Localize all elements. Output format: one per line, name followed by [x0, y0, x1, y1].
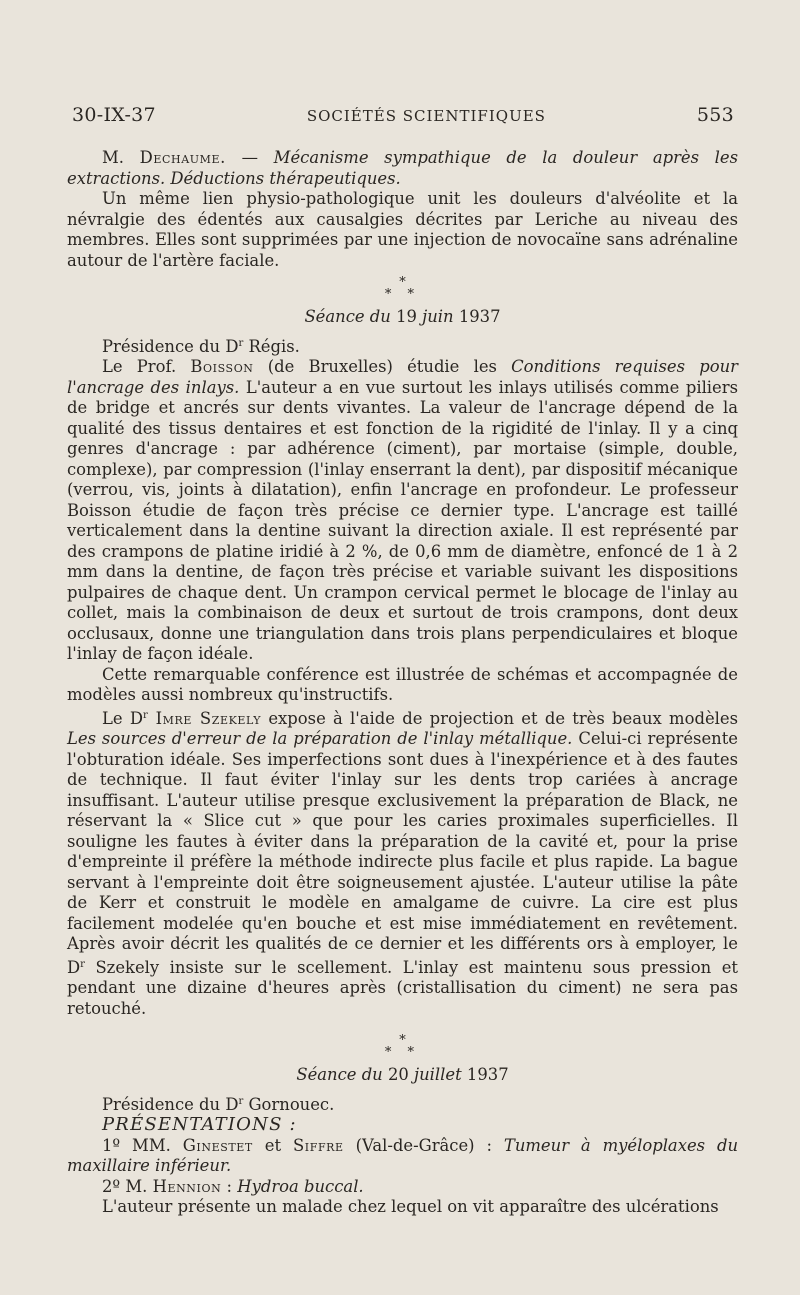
section-dechaume-paragraph: Un même lien physio-pathologique unit les douleurs d'alvéolite et la névralgie des édentés aux causalgies décrites par Leriche au niveau des membres. Elles sont supprimées par une injection de novocaïne sans adrénaline autour de l'artère faciale.: [67, 189, 738, 270]
page-number: 553: [696, 104, 734, 126]
section-dechaume-heading: M. Dechaume. — Mécanisme sympathique de la douleur après les extractions. Déductions thérapeutiques.: [67, 148, 739, 188]
presentations-heading: PRÉSENTATIONS :: [102, 1114, 297, 1135]
communication-title: Tumeur à myéloplaxes du maxillaire inférieur.: [67, 1135, 739, 1175]
communication-title: Conditions requises pour l'ancrage des inlays.: [67, 357, 738, 397]
szekely-paragraph: Le $D^r$ Imre Szekely expose à l'aide de projection et de très beaux modèles Les sources d'erreur de la préparation de l'inlay métallique. Celui-ci représente l'obturation idéale. Ses imperfections sont dues à l'inexpérience et à des fautes de technique. Il faut éviter l'inlay sur les dents trop cariées à ancrage insuffisant. L'auteur utilise presque exclusivement la préparation de Black, ne réservant la « Slice cut » que pour les caries proximales superficielles. Il souligne les fautes à éviter dans la préparation de la cavité et, pour la prise d'empreinte il préfère la méthode indirecte plus facile et plus rapide. La bague servant à l'empreinte doit être soigneusement ajustée. L'auteur utilise la pâte de Kerr et construit le modèle en amalgame de cuivre. La cire est plus facilement modelée qu'en bouche et est mise immédiatement en revêtement. Après avoir décrit les qualités de ce dernier et les différents ors à employer, le $D^r$ Szekely insiste sur le scellement. L'inlay est maintenu sous pression et pendant une dizaine d'heures après (cristallisation du ciment) ne sera pas retouché.: [67, 708, 738, 1018]
conference-remark-paragraph: Cette remarquable conférence est illustrée de schémas et accompagnée de modèles aussi nombreux qu'instructifs.: [67, 664, 738, 704]
section-separator: * * *: [384, 1033, 421, 1060]
author-name: Boisson: [190, 357, 254, 376]
running-header: [72, 104, 734, 126]
presentation-item-1: 1º MM. Ginestet et Siffre (Val-de-Grâce) : Tumeur à myéloplaxes du maxillaire inférieur.: [67, 1135, 739, 1175]
presidence-line: Présidence du $D^r$ Régis.: [102, 336, 300, 356]
presentation-item-2: 2º M. Hennion : Hydroa buccal.: [102, 1176, 364, 1196]
presidence-line: Présidence du $D^r$ Gornouec.: [102, 1094, 335, 1114]
header-date: 30-IX-37: [72, 104, 156, 126]
author-name: Dechaume.: [139, 148, 226, 167]
author-name: Siffre: [292, 1135, 344, 1155]
communication-title: Les sources d'erreur de la préparation de l'inlay métallique.: [67, 729, 573, 748]
communication-title: Hydroa buccal.: [237, 1176, 364, 1196]
section-separator: * * *: [384, 275, 421, 302]
hennion-paragraph-start: L'auteur présente un malade chez lequel on vit apparaître des ulcérations: [102, 1197, 719, 1216]
author-name: Hennion: [152, 1176, 222, 1196]
author-name: Imre Szekely: [147, 708, 262, 728]
boisson-paragraph: Le Prof. Boisson (de Bruxelles) étudie les Conditions requises pour l'ancrage des inlays. L'auteur a en vue surtout les inlays utilisés comme piliers de bridge et ancrés sur dents vivantes. La valeur de l'ancrage dépend de la qualité des tissus dentaires et est fonction de la rigidité de l'inlay. Il y a cinq genres d'ancrage : par adhérence (ciment), par mortaise (simple, double, complexe), par compression (l'inlay enserrant la dent), par dispositif mécanique (verrou, vis, joints à dilatation), enfin l'ancrage en profondeur. Le professeur Boisson étudie de façon très précise ce dernier type. L'ancrage est taillé verticalement dans la dentine suivant la direction axiale. Il est représenté par des crampons de platine iridié à 2 %, de 0,6 mm de diamètre, enfoncé de 1 à 2 mm dans la dentine, de façon très précise et variable suivant les dispositions pulpaires de chaque dent. Un crampon cervical permet le blocage de l'inlay au collet, mais la combinaison de deux et surtout de trois crampons, dont deux occlusaux, donne une triangulation dans trois plans perpendiculaires et bloque l'inlay de façon idéale.: [67, 357, 738, 663]
communication-title: Mécanisme sympathique de la douleur après les extractions. Déductions thérapeutiques.: [67, 148, 739, 188]
seance-heading-juillet: Séance du 20 juillet 1937: [296, 1065, 509, 1084]
seance-heading-juin: Séance du 19 juin 1937: [304, 307, 501, 326]
header-journal-section: SOCIÉTÉS SCIENTIFIQUES: [306, 107, 546, 125]
article-body: [67, 148, 738, 1218]
author-name: Ginestet: [182, 1135, 253, 1155]
